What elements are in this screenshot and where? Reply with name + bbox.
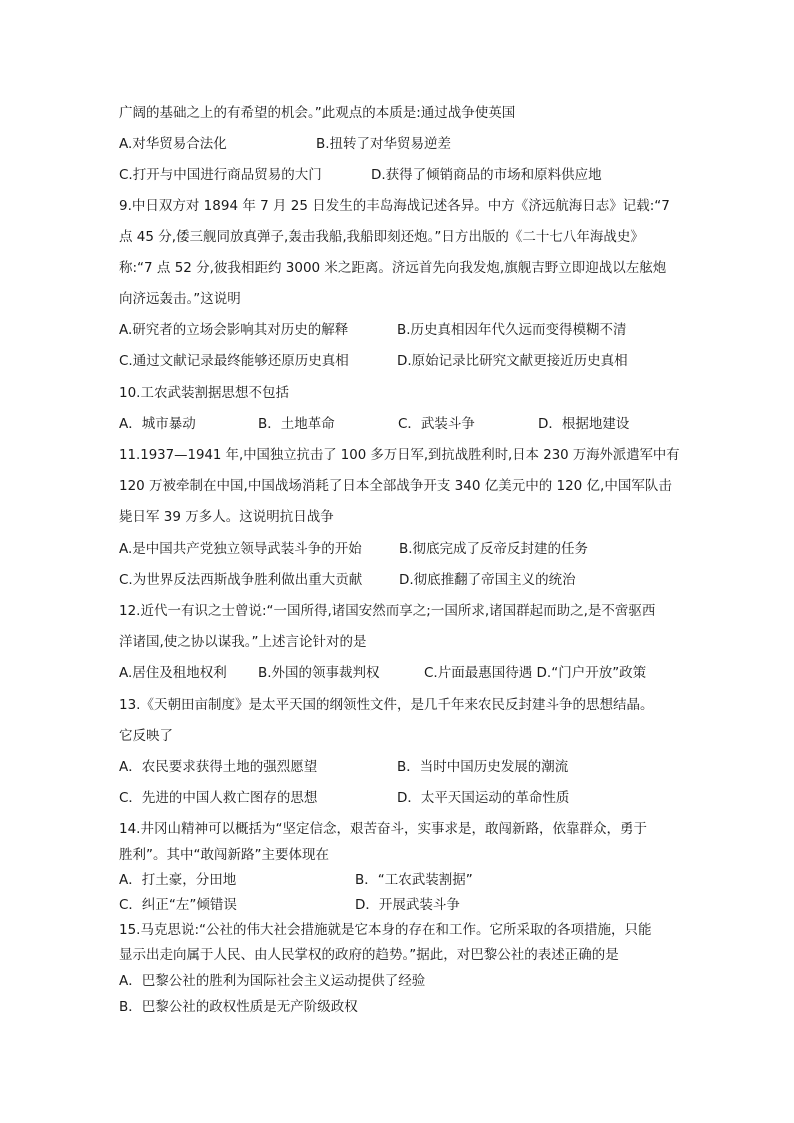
option-a[interactable]: A.研究者的立场会影响其对历史的解释: [119, 322, 349, 338]
question-text-line: 广阔的基础之上的有希望的机会。”此观点的本质是:通过战争使英国: [119, 105, 516, 121]
option-a[interactable]: A.是中国共产党独立领导武装斗争的开始: [119, 541, 362, 557]
option-b[interactable]: B．巴黎公社的政权性质是无产阶级政权: [119, 999, 358, 1015]
question-15-line-2: 显示出走向属于人民、由人民掌权的政府的趋势。”据此，对巴黎公社的表述正确的是: [119, 947, 619, 963]
option-d[interactable]: D.获得了倾销商品的市场和原料供应地: [371, 167, 602, 183]
question-11-line-2: 120 万被牵制在中国,中国战场消耗了日本全部战争开支 340 亿美元中的 120 亿,中国军队击: [119, 478, 672, 494]
question-10-stem: 10.工农武装割据思想不包括: [119, 385, 289, 401]
option-a[interactable]: A.对华贸易合法化: [119, 136, 227, 152]
option-b[interactable]: B.彻底完成了反帝反封建的任务: [399, 541, 589, 557]
option-d[interactable]: D．太平天国运动的革命性质: [397, 790, 570, 806]
question-11-line-1: 11.1937—1941 年,中国独立抗击了 100 多万日军,到抗战胜利时,日本 230 万海外派遣军中有: [119, 447, 680, 463]
question-9-line-1: 9.中日双方对 1894 年 7 月 25 日发生的丰岛海战记述各异。中方《济远航海日志》记载:“7: [119, 198, 670, 214]
option-b[interactable]: B．土地革命: [258, 416, 335, 432]
option-a[interactable]: A．农民要求获得土地的强烈愿望: [119, 759, 318, 775]
option-a[interactable]: A．城市暴动: [119, 416, 196, 432]
option-b[interactable]: B.扭转了对华贸易逆差: [316, 136, 452, 152]
option-c[interactable]: C.为世界反法西斯战争胜利做出重大贡献: [119, 572, 363, 588]
question-12-line-2: 洋诸国,使之协以谋我。”上述言论针对的是: [119, 634, 367, 650]
option-b[interactable]: B.外国的领事裁判权: [258, 665, 380, 681]
question-14-line-2: 胜利”。其中“敢闯新路”主要体现在: [119, 847, 329, 863]
question-14-line-1: 14.井冈山精神可以概括为“坚定信念，艰苦奋斗，实事求是，敢闯新路，依靠群众，勇于: [119, 821, 647, 837]
option-c[interactable]: C．武装斗争: [398, 416, 475, 432]
option-c[interactable]: C.通过文献记录最终能够还原历史真相: [119, 353, 349, 369]
option-a[interactable]: A.居住及租地权利: [119, 665, 227, 681]
option-b[interactable]: B.历史真相因年代久远而变得模糊不清: [397, 322, 627, 338]
option-d[interactable]: D．根据地建设: [538, 416, 630, 432]
option-c[interactable]: C．纠正“左”倾错误: [119, 897, 237, 913]
question-13-line-2: 它反映了: [119, 728, 173, 744]
option-d[interactable]: D．开展武装斗争: [355, 897, 460, 913]
question-13-line-1: 13.《天朝田亩制度》是太平天国的纲领性文件，是几千年来农民反封建斗争的思想结晶。: [119, 697, 654, 713]
option-b[interactable]: B．当时中国历史发展的潮流: [397, 759, 569, 775]
option-c[interactable]: C.打开与中国进行商品贸易的大门: [119, 167, 322, 183]
option-c-d[interactable]: C.片面最惠国待遇 D.“门户开放”政策: [424, 665, 647, 681]
question-9-line-3: 称:“7 点 52 分,彼我相距约 3000 米之距离。济远首先向我发炮,旗舰吉野立即迎战以左舷炮: [119, 260, 667, 276]
option-d[interactable]: D.彻底推翻了帝国主义的统治: [399, 572, 576, 588]
option-b[interactable]: B．“工农武装割据”: [355, 872, 473, 888]
question-9-line-4: 向济远轰击。”这说明: [119, 291, 241, 307]
question-9-line-2: 点 45 分,倭三舰同放真弹子,轰击我船,我船即刻还炮。”日方出版的《二十七八年海战史》: [119, 229, 644, 245]
question-11-line-3: 毙日军 39 万多人。这说明抗日战争: [119, 509, 334, 525]
option-a[interactable]: A．巴黎公社的胜利为国际社会主义运动提供了经验: [119, 973, 426, 989]
question-15-line-1: 15.马克思说:“公社的伟大社会措施就是它本身的存在和工作。它所采取的各项措施，只能: [119, 922, 652, 938]
option-a[interactable]: A．打土豪，分田地: [119, 872, 237, 888]
question-12-line-1: 12.近代一有识之士曾说:“一国所得,诸国安然而享之;一国所求,诸国群起而助之,是不啻驱西: [119, 603, 656, 619]
option-d[interactable]: D.原始记录比研究文献更接近历史真相: [397, 353, 628, 369]
option-c[interactable]: C．先进的中国人救亡图存的思想: [119, 790, 318, 806]
